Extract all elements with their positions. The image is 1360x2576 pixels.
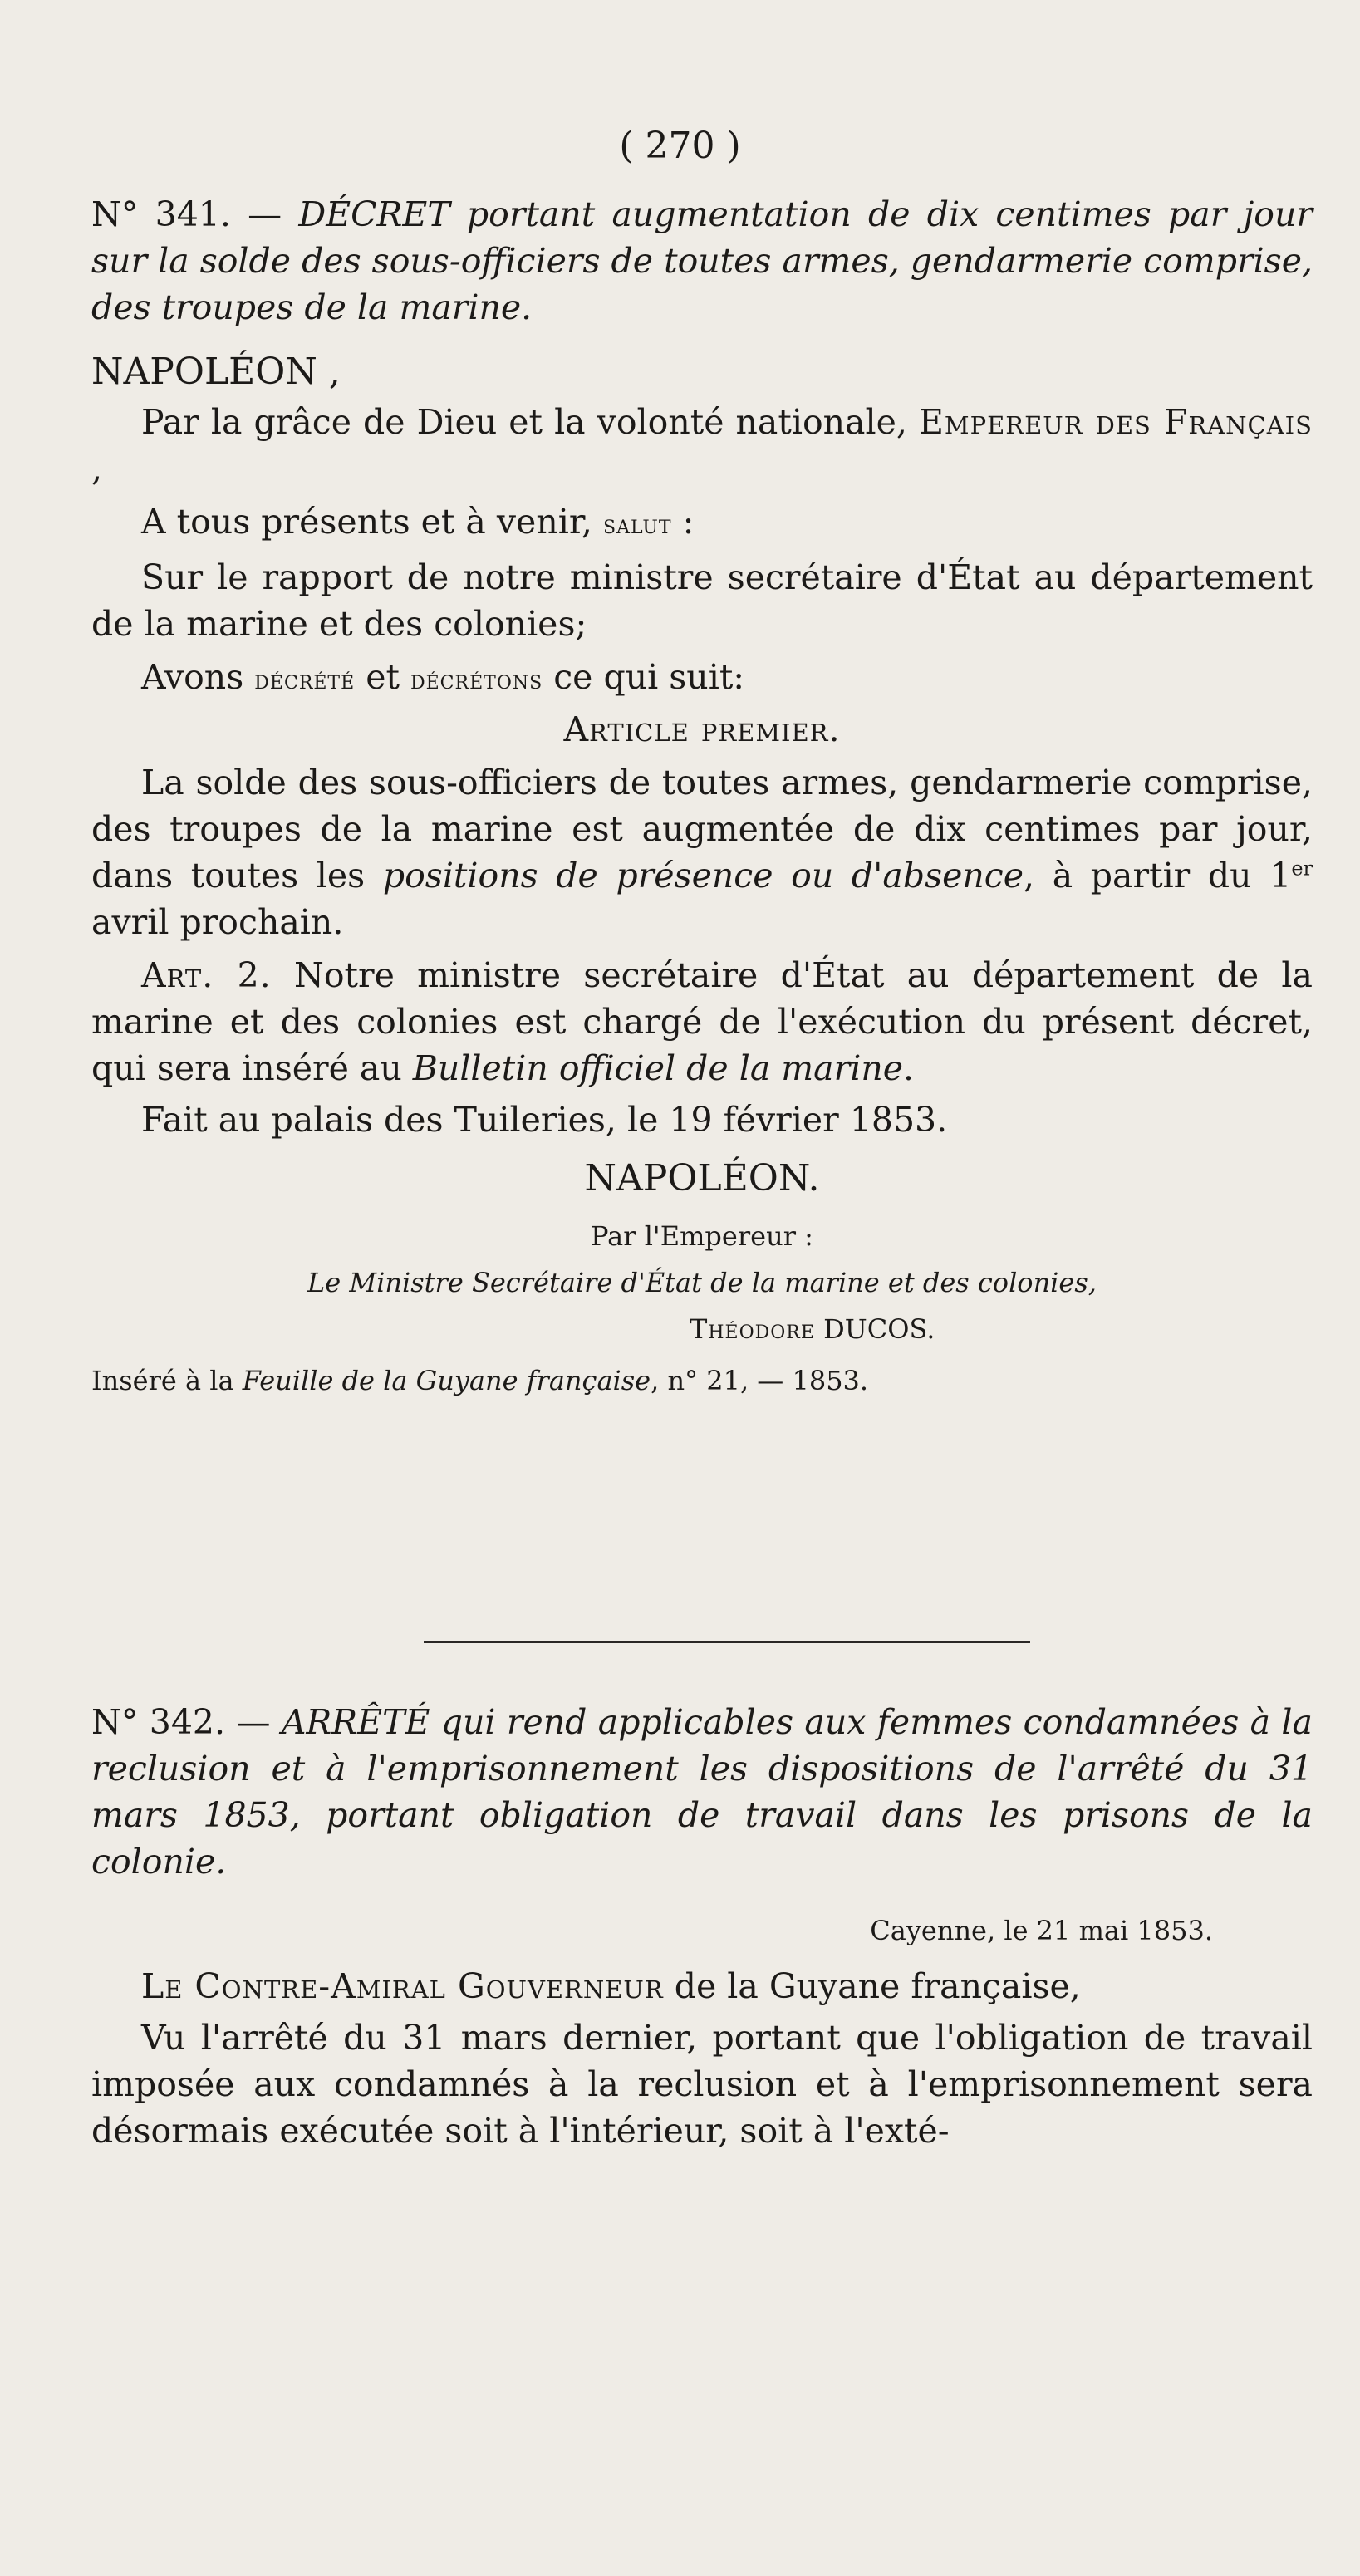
fait-au-palais: Fait au palais des Tuileries, le 19 février 1853. [141, 1100, 948, 1140]
ministre-title: Le Ministre Secrétaire d'État de la marine et des colonies, [307, 1267, 1097, 1298]
section-divider [424, 1641, 1030, 1643]
insertion-note: Inséré à la Feuille de la Guyane française, n° 21, — 1853. [91, 1365, 869, 1396]
decree-title: DÉCRET portant augmentation de dix centimes par jour sur la solde des sous-officiers de toutes armes, gendarmerie comprise, des troupes de la marine. [91, 194, 1313, 327]
napoleon-heading: NAPOLÉON , [91, 351, 341, 393]
article-2-text: Art. 2. Notre ministre secrétaire d'État au département de la marine et des colonies est chargé de l'exécution du présent décret, qui sera inséré au Bulletin officiel de la marine. [91, 955, 1313, 1088]
article-1-text: La solde des sous-officiers de toutes armes, gendarmerie comprise, des troupes de la marine est augmentée de dix centimes par jour, dans toutes les positions de présence ou d'absence, à partir du 1er avril prochain. [91, 763, 1313, 942]
arrete-number: N° 342. [91, 1702, 226, 1742]
salut-paragraph: A tous présents et à venir, salut : [141, 502, 695, 542]
article-premier-heading: Article premier. [563, 709, 841, 749]
arrete-title: ARRÊTÉ qui rend applicables aux femmes condamnées à la reclusion et à l'emprisonnement les dispositions de l'arrêté du 31 mars 1853, portant obligation de travail dans les prisons de la colonie. [91, 1702, 1313, 1882]
page-number: ( 270 ) [619, 125, 741, 167]
par-empereur: Par l'Empereur : [591, 1220, 813, 1252]
place-and-date: Cayenne, le 21 mai 1853. [870, 1915, 1213, 1946]
arrete-342 [91, 1699, 1313, 2154]
decree-341 [91, 191, 1313, 1401]
grace-paragraph: Par la grâce de Dieu et la volonté nationale, Empereur des Français , [91, 402, 1313, 488]
vu-paragraph: Vu l'arrêté du 31 mars dernier, portant que l'obligation de travail imposée aux condamnés à la reclusion et à l'emprisonnement sera désormais exécutée soit à l'intérieur, soit à l'exté- [91, 2018, 1313, 2151]
avons-paragraph: Avons décrété et décrétons ce qui suit: [141, 657, 745, 697]
gouverneur-line: Le Contre-Amiral Gouverneur de la Guyane française, [141, 1966, 1081, 2006]
decree-341-heading: N° 341. — DÉCRET portant augmentation de dix centimes par jour sur la solde des sous-officiers de toutes armes, gendarmerie comprise, des troupes de la marine. [91, 194, 1313, 327]
rapport-paragraph: Sur le rapport de notre ministre secrétaire d'État au département de la marine et des colonies; [91, 557, 1313, 644]
decree-number: N° 341. [91, 194, 231, 234]
arrete-342-heading: N° 342. — ARRÊTÉ qui rend applicables aux femmes condamnées à la reclusion et à l'emprisonnement les dispositions de l'arrêté du 31 mars 1853, portant obligation de travail dans les prisons de la colonie. [91, 1702, 1313, 1882]
signature-napoleon: NAPOLÉON. [584, 1157, 820, 1200]
signatory-ducos: Théodore DUCOS. [690, 1313, 935, 1345]
